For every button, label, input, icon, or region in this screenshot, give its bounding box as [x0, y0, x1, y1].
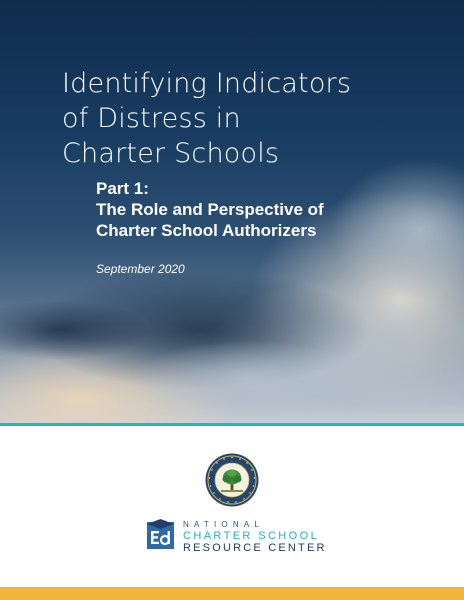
ed-logo-icon — [147, 519, 174, 549]
subtitle-line-2: The Role and Perspective of — [96, 200, 324, 219]
subtitle-line-3: Charter School Authorizers — [96, 221, 317, 240]
ncsrc-logo — [147, 519, 327, 555]
teal-divider — [0, 423, 464, 426]
document-title: Identifying Indicators of Distress in Charter Schools — [62, 68, 352, 169]
ncsrc-wordmark — [183, 519, 327, 554]
bottom-accent-bar — [0, 587, 464, 600]
subtitle-line-1: Part 1: — [96, 179, 149, 198]
publication-date: September 2020 — [96, 262, 185, 276]
ncsrc-line-charter-school: CHARTER SCHOOL — [183, 530, 320, 542]
ncsrc-line-national: NATIONAL — [183, 520, 265, 529]
ncsrc-line-resource-center: RESOURCE CENTER — [183, 542, 327, 554]
department-of-education-seal — [205, 453, 259, 507]
document-subtitle — [96, 178, 456, 241]
